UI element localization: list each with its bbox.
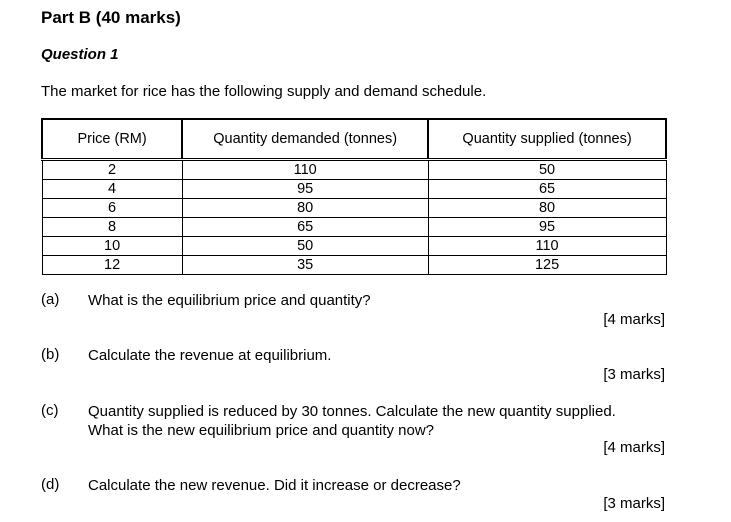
price-cell: 8 xyxy=(42,218,182,237)
part-c-label: (c) xyxy=(41,402,59,419)
part-c-text-line-1: Quantity supplied is reduced by 30 tonnes. Calculate the new quantity supplied. xyxy=(88,403,616,420)
question-title: Question 1 xyxy=(41,46,119,63)
supply-demand-table xyxy=(41,118,667,275)
supply-cell: 110 xyxy=(428,237,666,256)
part-d-marks: [3 marks] xyxy=(603,495,665,512)
part-c-text-line-2: What is the new equilibrium price and quantity now? xyxy=(88,422,435,439)
table-row xyxy=(42,256,666,275)
part-c-marks: [4 marks] xyxy=(603,439,665,456)
demand-cell: 80 xyxy=(182,199,428,218)
part-d-text: Calculate the new revenue. Did it increase or decrease? xyxy=(88,477,461,494)
supply-cell: 125 xyxy=(428,256,666,275)
table-row xyxy=(42,180,666,199)
part-b-marks: [3 marks] xyxy=(603,366,665,383)
demand-cell: 110 xyxy=(182,160,428,180)
price-cell: 12 xyxy=(42,256,182,275)
header-quantity-supplied: Quantity supplied (tonnes) xyxy=(428,119,666,160)
demand-cell: 50 xyxy=(182,237,428,256)
part-d-label: (d) xyxy=(41,476,60,493)
part-b-label: (b) xyxy=(41,346,60,363)
demand-cell: 35 xyxy=(182,256,428,275)
table-row xyxy=(42,199,666,218)
header-price: Price (RM) xyxy=(42,119,182,160)
table-row xyxy=(42,237,666,256)
price-cell: 4 xyxy=(42,180,182,199)
supply-cell: 65 xyxy=(428,180,666,199)
price-cell: 6 xyxy=(42,199,182,218)
demand-cell: 65 xyxy=(182,218,428,237)
table-row xyxy=(42,218,666,237)
part-a-marks: [4 marks] xyxy=(603,311,665,328)
supply-cell: 80 xyxy=(428,199,666,218)
part-a-text: What is the equilibrium price and quantity? xyxy=(88,292,371,309)
table-header-row xyxy=(42,119,666,160)
part-title: Part B (40 marks) xyxy=(41,8,181,27)
supply-cell: 95 xyxy=(428,218,666,237)
price-cell: 2 xyxy=(42,160,182,180)
table-row xyxy=(42,160,666,180)
demand-cell: 95 xyxy=(182,180,428,199)
part-a-label: (a) xyxy=(41,291,60,308)
header-quantity-demanded: Quantity demanded (tonnes) xyxy=(182,119,428,160)
price-cell: 10 xyxy=(42,237,182,256)
supply-cell: 50 xyxy=(428,160,666,180)
part-b-text: Calculate the revenue at equilibrium. xyxy=(88,347,332,364)
intro-text: The market for rice has the following supply and demand schedule. xyxy=(41,83,487,100)
